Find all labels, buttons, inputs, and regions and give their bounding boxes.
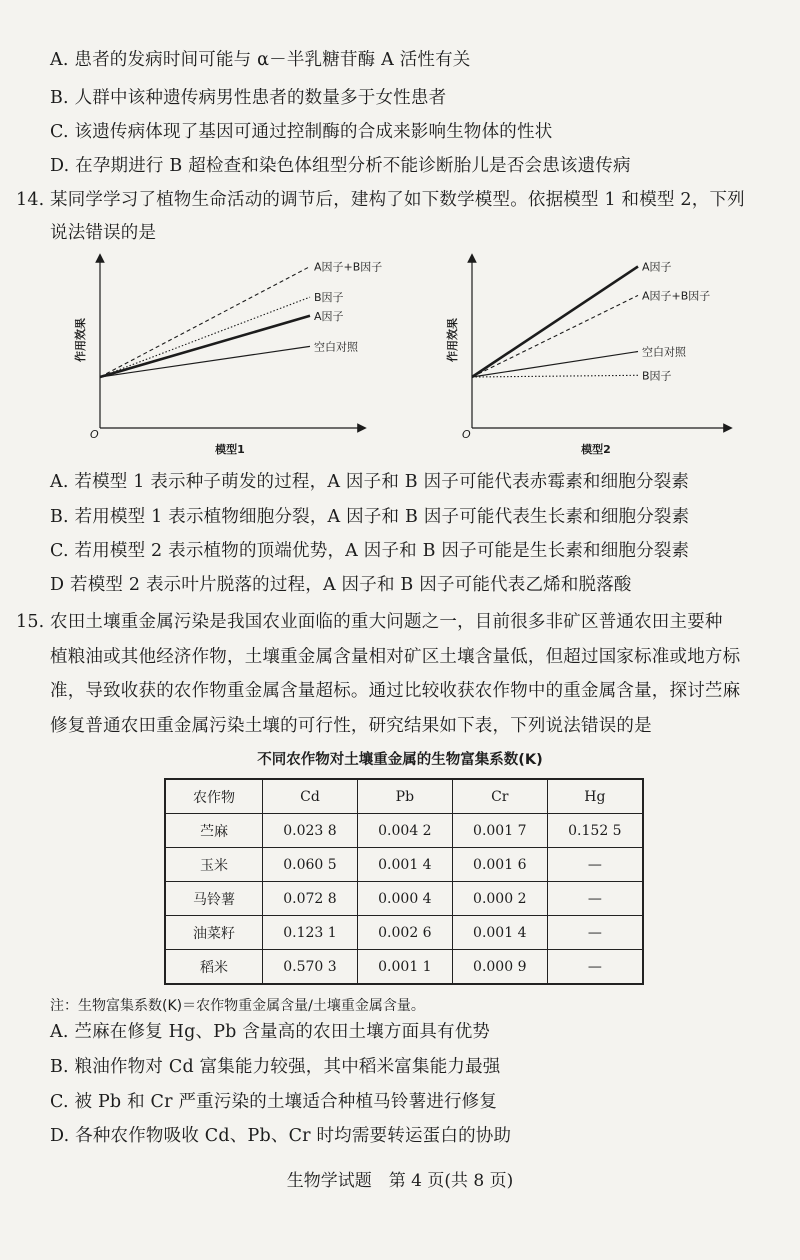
q15-number: 15. — [16, 612, 45, 632]
model1-origin: O — [90, 428, 99, 441]
q15-option-c: C. 被 Pb 和 Cr 严重污染的土壤适合种植马铃薯进行修复 — [50, 1092, 498, 1112]
header-hg: Hg — [547, 779, 643, 814]
table-title: 不同农作物对土壤重金属的生物富集系数(K) — [257, 752, 543, 768]
q13-option-c: C. 该遗传病体现了基因可通过控制酶的合成来影响生物体的性状 — [50, 122, 553, 142]
table-cell: 马铃薯 — [165, 882, 263, 916]
model1-series-label: B因子 — [314, 291, 344, 305]
table-cell: 0.000 4 — [357, 882, 452, 916]
q14-stem-line1: 某同学学习了植物生命活动的调节后，建构了如下数学模型。依据模型 1 和模型 2，下列 — [50, 190, 745, 210]
table-cell: — — [547, 848, 643, 882]
model2-series-label: A因子+B因子 — [642, 289, 711, 303]
q14-stem-line2: 说法错误的是 — [50, 223, 157, 243]
table-header-row — [165, 779, 643, 814]
table-cell: 0.001 4 — [452, 916, 547, 950]
table-cell: 0.004 2 — [357, 814, 452, 848]
model2-series-line — [472, 375, 638, 377]
table-cell: 0.001 7 — [452, 814, 547, 848]
table-cell: 0.060 5 — [263, 848, 358, 882]
table-cell: 0.001 1 — [357, 950, 452, 985]
model2-chart — [438, 250, 768, 460]
model1-series-line — [100, 346, 310, 377]
table-row — [165, 848, 643, 882]
enrichment-table — [164, 778, 644, 985]
table-cell: 苎麻 — [165, 814, 263, 848]
model2-series-line — [472, 352, 638, 378]
header-pb: Pb — [357, 779, 452, 814]
table-row — [165, 814, 643, 848]
table-cell: 0.072 8 — [263, 882, 358, 916]
q15-stem-line3: 准，导致收获的农作物重金属含量超标。通过比较收获农作物中的重金属含量，探讨苎麻 — [50, 681, 741, 701]
model1-y-label: 作用效果 — [74, 318, 87, 362]
q15-stem-line2: 植粮油或其他经济作物，土壤重金属含量相对矿区土壤含量低，但超过国家标准或地方标 — [50, 647, 741, 667]
model1-series-label: A因子+B因子 — [314, 260, 383, 274]
model1-series-line — [100, 297, 310, 377]
table-cell: 0.002 6 — [357, 916, 452, 950]
table-cell: 玉米 — [165, 848, 263, 882]
model1-chart — [70, 250, 400, 460]
table-cell: 0.570 3 — [263, 950, 358, 985]
q14-option-b: B. 若用模型 1 表示植物细胞分裂，A 因子和 B 因子可能代表生长素和细胞分裂素 — [50, 507, 690, 527]
table-cell: — — [547, 950, 643, 985]
table-cell: 0.001 4 — [357, 848, 452, 882]
model2-series-line — [472, 267, 638, 378]
model2-origin: O — [462, 428, 471, 441]
model1-series-label: 空白对照 — [314, 340, 358, 354]
q15-stem-line4: 修复普通农田重金属污染土壤的可行性，研究结果如下表，下列说法错误的是 — [50, 716, 652, 736]
q15-stem-line1: 农田土壤重金属污染是我国农业面临的重大问题之一，目前很多非矿区普通农田主要种 — [50, 612, 723, 632]
model1-series-line — [100, 267, 310, 378]
q13-option-d: D. 在孕期进行 B 超检查和染色体组型分析不能诊断胎儿是否会患该遗传病 — [50, 156, 631, 176]
table-row — [165, 882, 643, 916]
model2-title: 模型2 — [581, 443, 611, 456]
model1-series-label: A因子 — [314, 309, 344, 323]
table-row — [165, 950, 643, 985]
table-cell: 0.023 8 — [263, 814, 358, 848]
table-cell: 油菜籽 — [165, 916, 263, 950]
q13-option-b: B. 人群中该种遗传病男性患者的数量多于女性患者 — [50, 88, 447, 108]
table-cell: — — [547, 916, 643, 950]
table-cell: — — [547, 882, 643, 916]
model2-series-label: B因子 — [642, 369, 672, 383]
model2-series-label: A因子 — [642, 260, 672, 274]
model1-title: 模型1 — [215, 443, 245, 456]
q15-option-d: D. 各种农作物吸收 Cd、Pb、Cr 时均需要转运蛋白的协助 — [50, 1126, 512, 1146]
table-cell: 0.000 2 — [452, 882, 547, 916]
q14-option-d: D 若模型 2 表示叶片脱落的过程，A 因子和 B 因子可能代表乙烯和脱落酸 — [50, 575, 632, 595]
table-cell: 稻米 — [165, 950, 263, 985]
table-cell: 0.000 9 — [452, 950, 547, 985]
model2-y-label: 作用效果 — [446, 318, 459, 362]
header-cd: Cd — [263, 779, 358, 814]
model1-series-line — [100, 316, 310, 377]
table-note: 注：生物富集系数(K)＝农作物重金属含量/土壤重金属含量。 — [50, 998, 425, 1014]
model2-series-label: 空白对照 — [642, 345, 686, 359]
q14-option-c: C. 若用模型 2 表示植物的顶端优势，A 因子和 B 因子可能是生长素和细胞分裂素 — [50, 541, 690, 561]
q15-option-a: A. 苎麻在修复 Hg、Pb 含量高的农田土壤方面具有优势 — [50, 1022, 491, 1042]
q15-option-b: B. 粮油作物对 Cd 富集能力较强，其中稻米富集能力最强 — [50, 1057, 501, 1077]
q14-number: 14. — [16, 190, 45, 210]
table-row — [165, 916, 643, 950]
page-footer: 生物学试题 第 4 页(共 8 页) — [286, 1171, 514, 1191]
table-cell: 0.123 1 — [263, 916, 358, 950]
q13-option-a: A. 患者的发病时间可能与 α－半乳糖苷酶 A 活性有关 — [50, 50, 471, 70]
table-cell: 0.001 6 — [452, 848, 547, 882]
table-cell: 0.152 5 — [547, 814, 643, 848]
header-crop: 农作物 — [165, 779, 263, 814]
header-cr: Cr — [452, 779, 547, 814]
q14-option-a: A. 若模型 1 表示种子萌发的过程，A 因子和 B 因子可能代表赤霉素和细胞分裂素 — [50, 472, 690, 492]
